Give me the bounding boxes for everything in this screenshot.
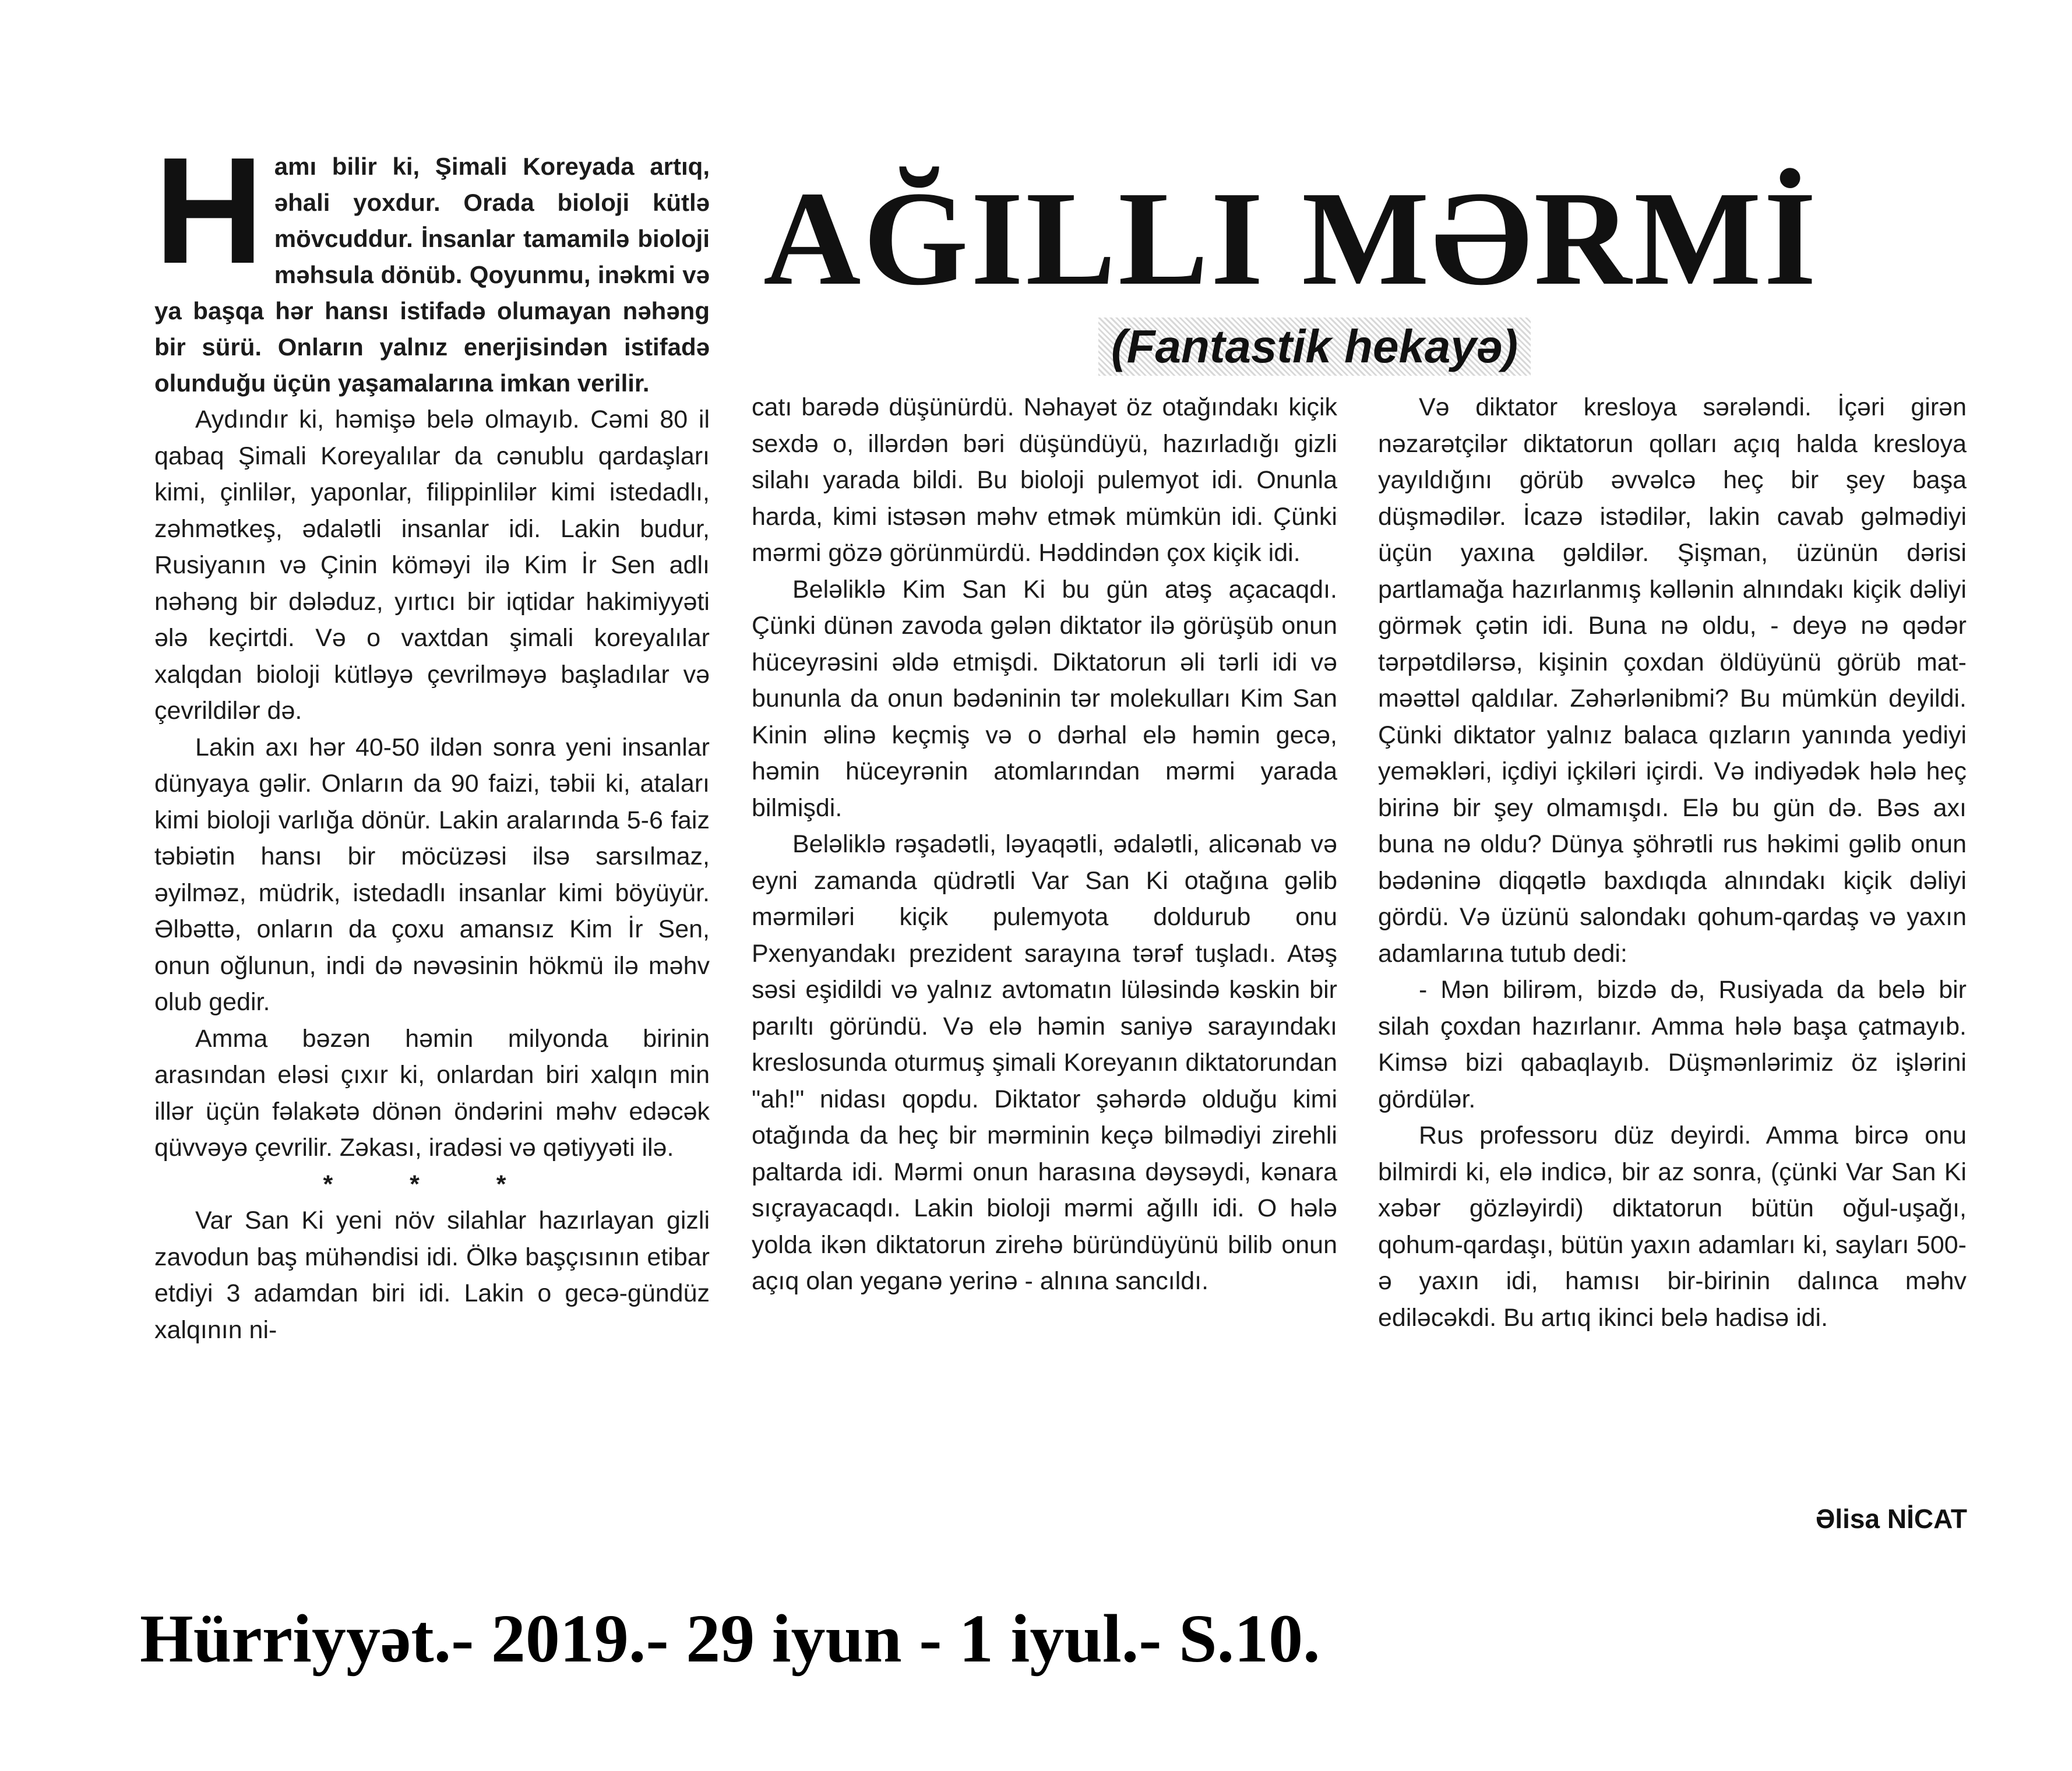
paragraph: catı barədə düşünürdü. Nəhayət öz otağındakı kiçik sexdə o, illərdən bəri düşündüyü, hazırladığı gizli silahı yarada bildi. Bu bioloji pulemyot idi. Onunla harda, kimi istəsən məhv etmək mümkün idi. Çünki mərmi gözə görünmürdü. Həddindən çox kiçik idi.: [752, 393, 1337, 567]
column-3: [1378, 389, 1967, 1336]
paragraph: Və diktator kresloya sərələndi. İçəri girən nəzarətçilər diktatorun qolları açıq halda kresloya yayıldığını görüb əvvəlcə heç bir şey başa düşmədilər. İcazə istədilər, lakin cavab gəlmədiyi üçün yaxına gəldilər. Şişman, üzünün dərisi partlamağa hazırlanmış kəllənin alnındakı kiçik dəliyi görmək çətin idi. Buna nə oldu, - deyə nə qədər tərpətdilərsə, kişinin çoxdan öldüyünü görüb mat-məəttəl qaldılar. Zəhərlənibmi? Bu mümkün deyildi. Çünki diktator yalnız balaca qızların yanında yediyi yeməkləri, içdiyi içkiləri içirdi. Və indiyədək hələ heç birinə bir şey olmamışdı. Elə bu gün də. Bəs axı buna nə oldu? Dünya şöhrətli rus həkimi gəlib onun bədəninə diqqətlə baxdıqda alnındakı kiçik dəliyi gördü. Və üzünü salondakı qohum-qardaş və yaxın adamlarına tutub dedi:: [1378, 393, 1967, 968]
article-subtitle: (Fantastik hekayə): [1098, 317, 1531, 376]
author-byline: Əlisa NİCAT: [1815, 1504, 1967, 1534]
column-2: [752, 389, 1337, 1300]
section-separator: * * *: [323, 1170, 541, 1198]
article-headline: AĞILLI MƏRMİ: [763, 164, 1819, 313]
paragraph: Var San Ki yeni növ silahlar hazırlayan gizli zavodun baş mühəndisi idi. Ölkə başçısının etibar etdiyi 3 adamdan biri idi. Lakin o gecə-gündüz xalqının ni-: [154, 1206, 710, 1344]
source-citation: Hürriyyət.- 2019.- 29 iyun - 1 iyul.- S.10.: [140, 1600, 1320, 1677]
lead-paragraph: [154, 126, 710, 401]
column-1: [154, 126, 710, 1348]
paragraph: Beləliklə Kim San Ki bu gün atəş açacaqdı. Çünki dünən zavoda gələn diktator ilə görüşüb onun hüceyrəsini əldə etmişdi. Diktatorun əli tərli idi və bununla da onun bədəninin tər molekulları Kim San Kinin əlinə keçmiş və o dərhal elə həmin gecə, həmin hüceyrənin atomlarından mərmi yarada bilmişdi.: [752, 575, 1337, 822]
paragraph: Rus professoru düz deyirdi. Amma bircə onu bilmirdi ki, elə indicə, bir az sonra, (çünki Var San Ki xəbər gözləyirdi) diktatorun bütün oğul-uşağı, qohum-qardaşı, bütün yaxın adamları ki, sayları 500-ə yaxın idi, hamısı bir-birinin dalınca məhv ediləcəkdi. Bu artıq ikinci belə hadisə idi.: [1378, 1121, 1967, 1332]
paragraph: Amma bəzən həmin milyonda birinin arasından eləsi çıxır ki, onlardan biri xalqın min illər üçün fəlakətə dönən öndərini məhv edəcək qüvvəyə çevrilir. Zəkası, iradəsi və qətiyyəti ilə.: [154, 1024, 710, 1162]
lead-text: amı bilir ki, Şimali Koreyada artıq, əhali yoxdur. Orada bioloji kütlə mövcuddur. İnsanlar tamamilə bioloji məhsula dönüb. Qoyunmu, inəkmi və ya başqa hər hansı istifadə olumayan nəhəng bir sürü. Onların yalnız enerjisindən istifadə olunduğu üçün yaşamalarına imkan verilir.: [154, 153, 710, 397]
paragraph: - Mən bilirəm, bizdə də, Rusiyada da belə bir silah çoxdan hazırlanır. Amma hələ başa çatmayıb. Kimsə bizi qabaqlayıb. Düşmənlərimiz öz işlərini gördülər.: [1378, 976, 1967, 1113]
paragraph: Beləliklə rəşadətli, ləyaqətli, ədalətli, alicənab və eyni zamanda qüdrətli Var San Ki otağına gəlib mərmiləri kiçik pulemyota doldurub onu Pxenyandakı prezident sarayına tərəf tuşladı. Atəş səsi eşidildi və yalnız avtomatın lüləsində kəskin bir parıltı göründü. Və elə həmin saniyə sarayındakı kreslosunda oturmuş şimali Koreyanın diktatorundan "ah!" nidası qopdu. Diktator şəhərdə olduğu kimi otağında da heç bir mərminin keçə bilmədiyi zirehli paltarda idi. Mərmi onun harasına dəysəydi, kənara sıçrayacaqdı. Lakin bioloji mərmi ağıllı idi. O hələ yolda ikən diktatorun zirehə büründüyünü bilib onun açıq olan yeganə yerinə - alnına sancıldı.: [752, 830, 1337, 1295]
paragraph: Lakin axı hər 40-50 ildən sonra yeni insanlar dünyaya gəlir. Onların da 90 faizi, təbii ki, ataları kimi bioloji varlığa dönür. Lakin aralarında 5-6 faiz təbiətin hansı bir möcüzəsi ilsə sarsılmaz, əyilməz, müdrik, istedadlı insanlar kimi böyüyür. Əlbəttə, onların da çoxu amansız Kim İr Sen, onun oğlunun, indi də nəvəsinin hökmü ilə məhv olub gedir.: [154, 733, 710, 1016]
paragraph: Aydındır ki, həmişə belə olmayıb. Cəmi 80 il qabaq Şimali Koreyalılar da cənublu qardaşları kimi, çinlilər, yaponlar, filippinlilər kimi istedadlı, zəhmətkeş, ədalətli insanlar idi. Lakin budur, Rusiyanın və Çinin köməyi ilə Kim İr Sen adlı nəhəng bir dələduz, yırtıcı bir iqtidar hakimiyyəti ələ keçirtdi. Və o vaxtdan şimali koreyalılar xalqdan bioloji kütləyə çevrilməyə başladılar və çevrildilər də.: [154, 405, 710, 725]
drop-cap: H: [154, 126, 264, 295]
